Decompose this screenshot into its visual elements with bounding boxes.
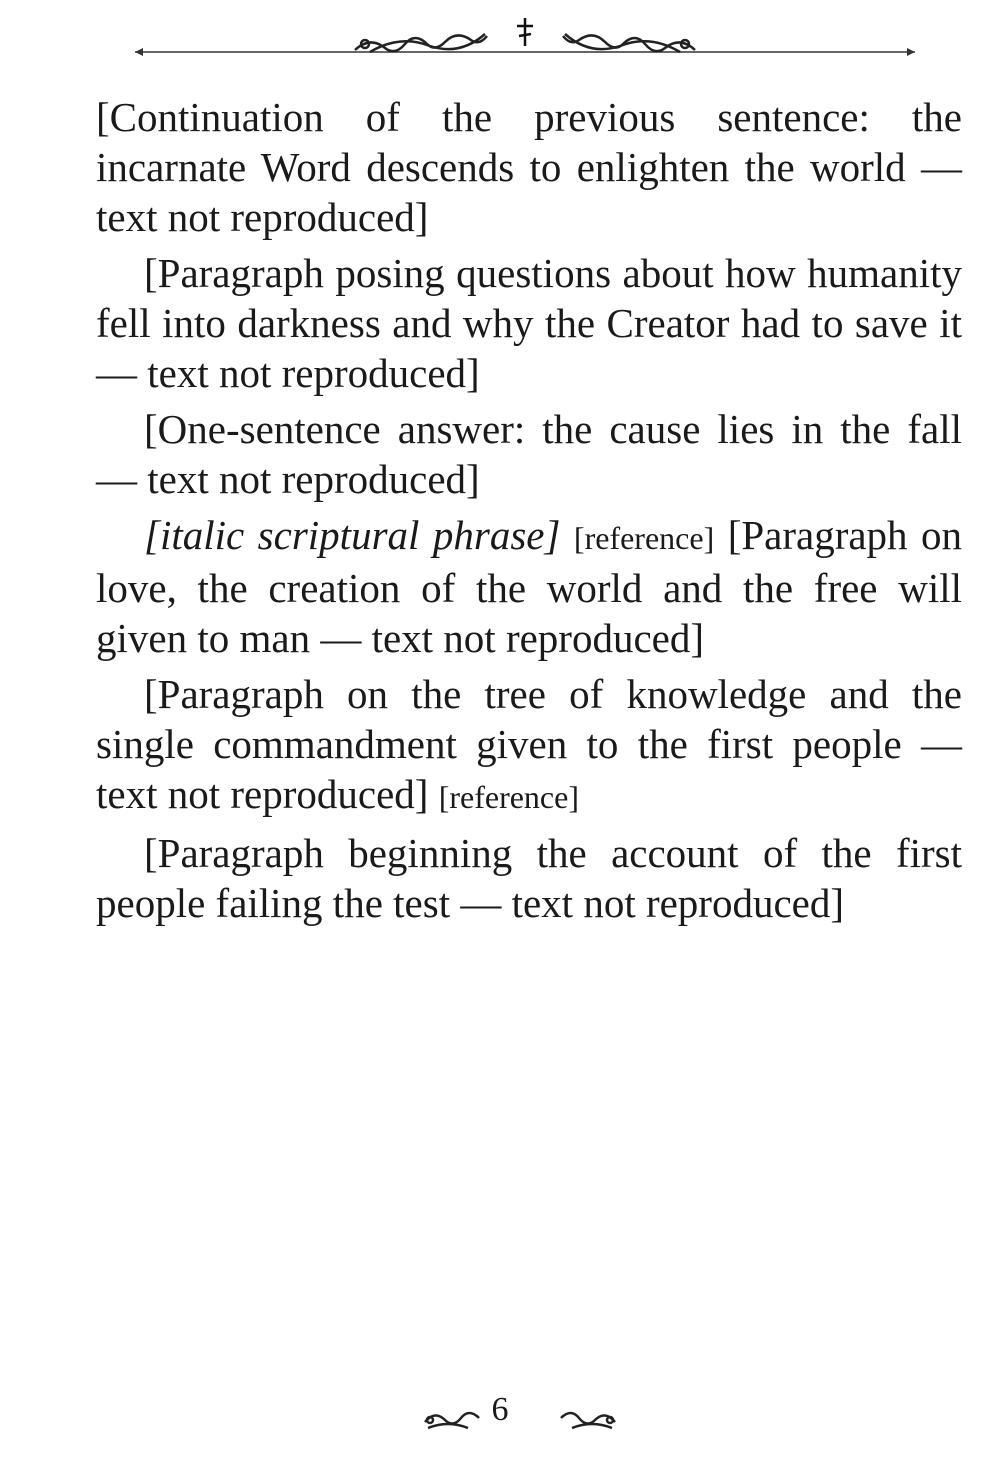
cross-icon [517,18,533,46]
paragraph [96,669,962,822]
paragraph [96,404,962,504]
paragraph-text: [Paragraph posing questions about how humanity fell into darkness and why the Creator had to save it — text not reproduced] [96,250,962,396]
page-number: 6 [491,1391,509,1428]
header-ornament [130,12,920,62]
paragraph [96,248,962,398]
paragraph [96,510,962,663]
paragraph [96,828,962,928]
citation: [reference] [573,520,715,556]
citation: [reference] [438,779,579,815]
paragraph-text: [Paragraph on the tree of knowledge and the single commandment given to the first people — text not reproduced] [96,671,962,817]
italic-phrase: [italic scriptural phrase] [144,512,561,558]
paragraph [96,92,962,242]
body-text [96,92,962,934]
paragraph-text: [Continuation of the previous sentence: the incarnate Word descends to enlighten the world — text not reproduced] [96,94,962,240]
paragraph-text: [Paragraph on love, the creation of the world and the free will given to man — text not reproduced] [96,512,963,661]
paragraph-text: [One-sentence answer: the cause lies in the fall — text not reproduced] [96,406,962,502]
paragraph-text: [Paragraph beginning the account of the first people failing the test — text not reproduced] [96,830,962,926]
